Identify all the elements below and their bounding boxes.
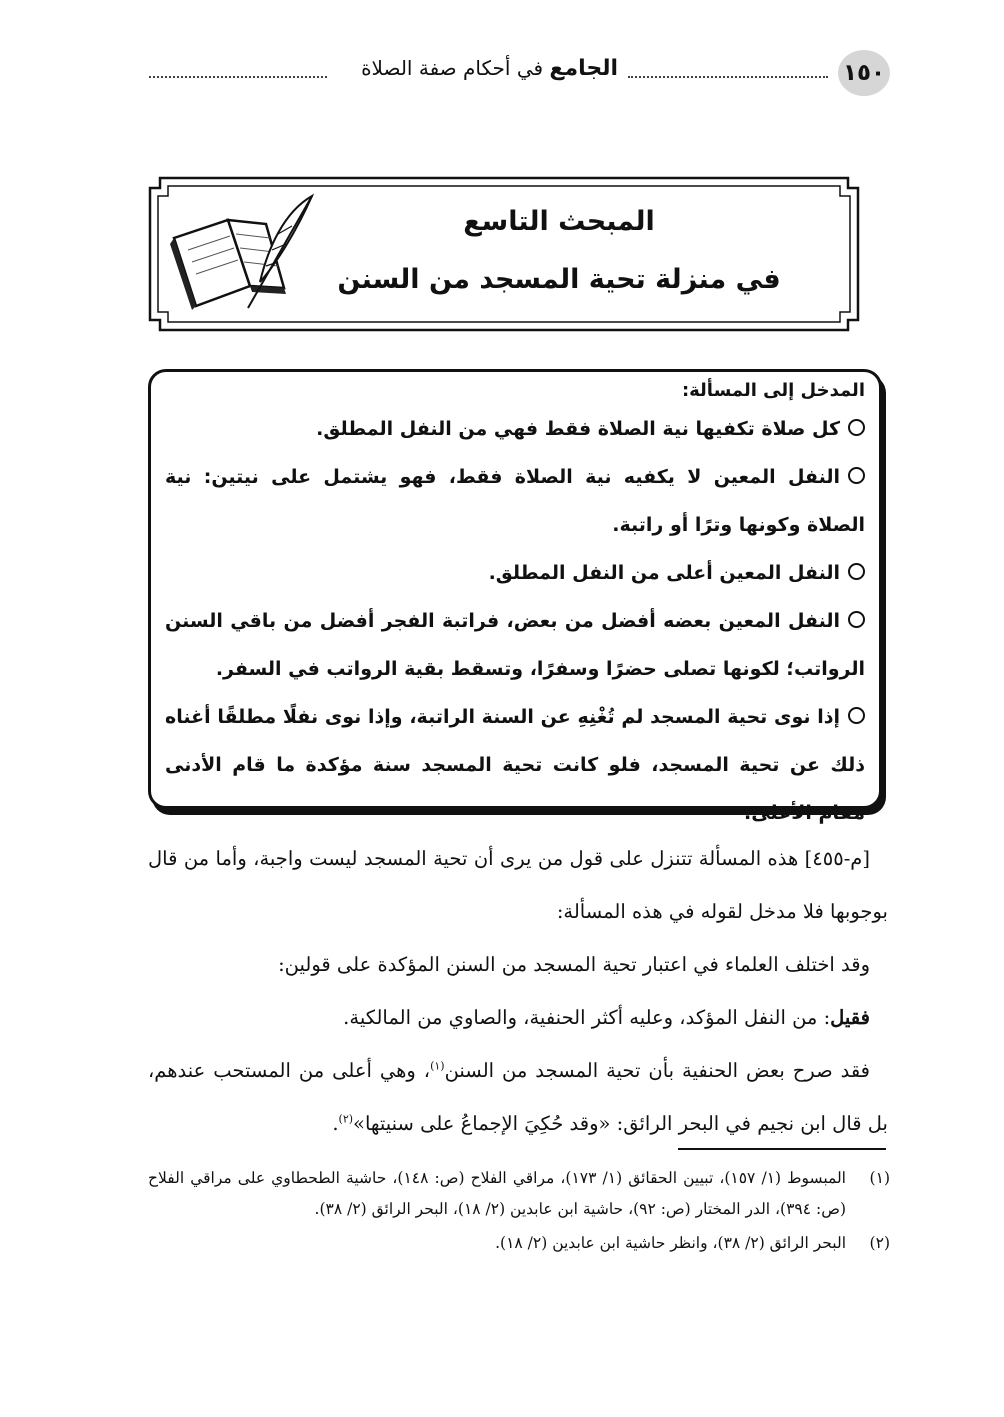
intro-item-text: النفل المعين أعلى من النفل المطلق. [488, 562, 840, 584]
intro-item-text: النفل المعين بعضه أفضل من بعض، فراتبة الفجر أفضل من باقي السنن الرواتب؛ لكونها تصلى حضرًا وسفرًا، وتسقط بقية الرواتب في السفر. [165, 610, 865, 680]
paragraph-text: ، وهي أعلى من المستحب عندهم، بل قال ابن نجيم في البحر الرائق: «وقد حُكِيَ الإجماعُ على سنيتها» [148, 1059, 888, 1135]
intro-item [165, 405, 865, 453]
intro-item [165, 597, 865, 693]
circle-bullet-icon [848, 467, 865, 484]
opinion-label: فقيل [830, 1006, 870, 1029]
intro-item-text: النفل المعين لا يكفيه نية الصلاة فقط، فهو يشتمل على نيتين: نية الصلاة وكونها وترًا أو راتبة. [165, 466, 865, 536]
footnote-text: المبسوط (١/ ١٥٧)، تبيين الحقائق (١/ ١٧٣)، مراقي الفلاح (ص: ١٤٨)، حاشية الطحطاوي على مراقي الفلاح (ص: ٣٩٤)، الدر المختار (ص: ٩٢)، حاشية ابن عابدين (٢/ ١٨)، البحر الرائق (٢/ ٣٨). [148, 1169, 846, 1218]
footnote [148, 1163, 890, 1225]
footnote-separator [678, 1148, 886, 1150]
intro-item [165, 693, 865, 837]
body-paragraph [148, 991, 888, 1044]
body-text [148, 832, 888, 1150]
intro-list [165, 405, 865, 837]
body-paragraph: [م-٤٥٥] هذه المسألة تتنزل على قول من يرى أن تحية المسجد ليست واجبة، وأما من قال بوجوبها فلا مدخل لقوله في هذه المسألة: [148, 847, 888, 923]
section-title-frame [148, 176, 860, 332]
footnote-number: (٢) [869, 1234, 890, 1252]
footnote-ref[interactable]: (١) [430, 1059, 445, 1073]
section-title: المبحث التاسع [463, 206, 655, 237]
circle-bullet-icon [848, 611, 865, 628]
footnote-number: (١) [869, 1169, 890, 1187]
book-title [361, 56, 618, 81]
footnote-text: البحر الرائق (٢/ ٣٨)، وانظر حاشية ابن عابدين (٢/ ١٨). [495, 1234, 846, 1252]
footnote [148, 1228, 890, 1259]
intro-heading: المدخل إلى المسألة: [681, 380, 865, 401]
paragraph-text: . [332, 1112, 339, 1135]
intro-box [148, 369, 882, 824]
page-number: ١٥٠ [838, 50, 890, 96]
header-dotted-leader [149, 76, 327, 78]
book-title-rest: في أحكام صفة الصلاة [361, 56, 544, 80]
opinion-text: : من النفل المؤكد، وعليه أكثر الحنفية، والصاوي من المالكية. [343, 1006, 831, 1029]
running-header [145, 50, 890, 96]
intro-item-text: إذا نوى تحية المسجد لم تُغْنِهِ عن السنة الراتبة، وإذا نوى نفلًا مطلقًا أغناه ذلك عن تحية المسجد، فلو كانت تحية المسجد سنة مؤكدة ما قام الأدنى مقام الأعلى. [165, 706, 865, 824]
intro-item [165, 549, 865, 597]
paragraph-text: فقد صرح بعض الحنفية بأن تحية المسجد من السنن [444, 1059, 871, 1082]
footnotes [148, 1163, 890, 1262]
footnote-ref[interactable]: (٢) [338, 1112, 354, 1126]
book-title-bold: الجامع [549, 56, 618, 81]
circle-bullet-icon [848, 563, 865, 580]
header-dotted-leader [628, 76, 828, 78]
section-subtitle: في منزلة تحية المسجد من السنن [337, 264, 781, 295]
intro-item [165, 453, 865, 549]
body-paragraph: وقد اختلف العلماء في اعتبار تحية المسجد من السنن المؤكدة على قولين: [278, 953, 870, 976]
intro-item-text: كل صلاة تكفيها نية الصلاة فقط فهي من النفل المطلق. [316, 418, 840, 440]
circle-bullet-icon [848, 707, 865, 724]
circle-bullet-icon [848, 419, 865, 436]
body-paragraph [148, 1044, 888, 1150]
